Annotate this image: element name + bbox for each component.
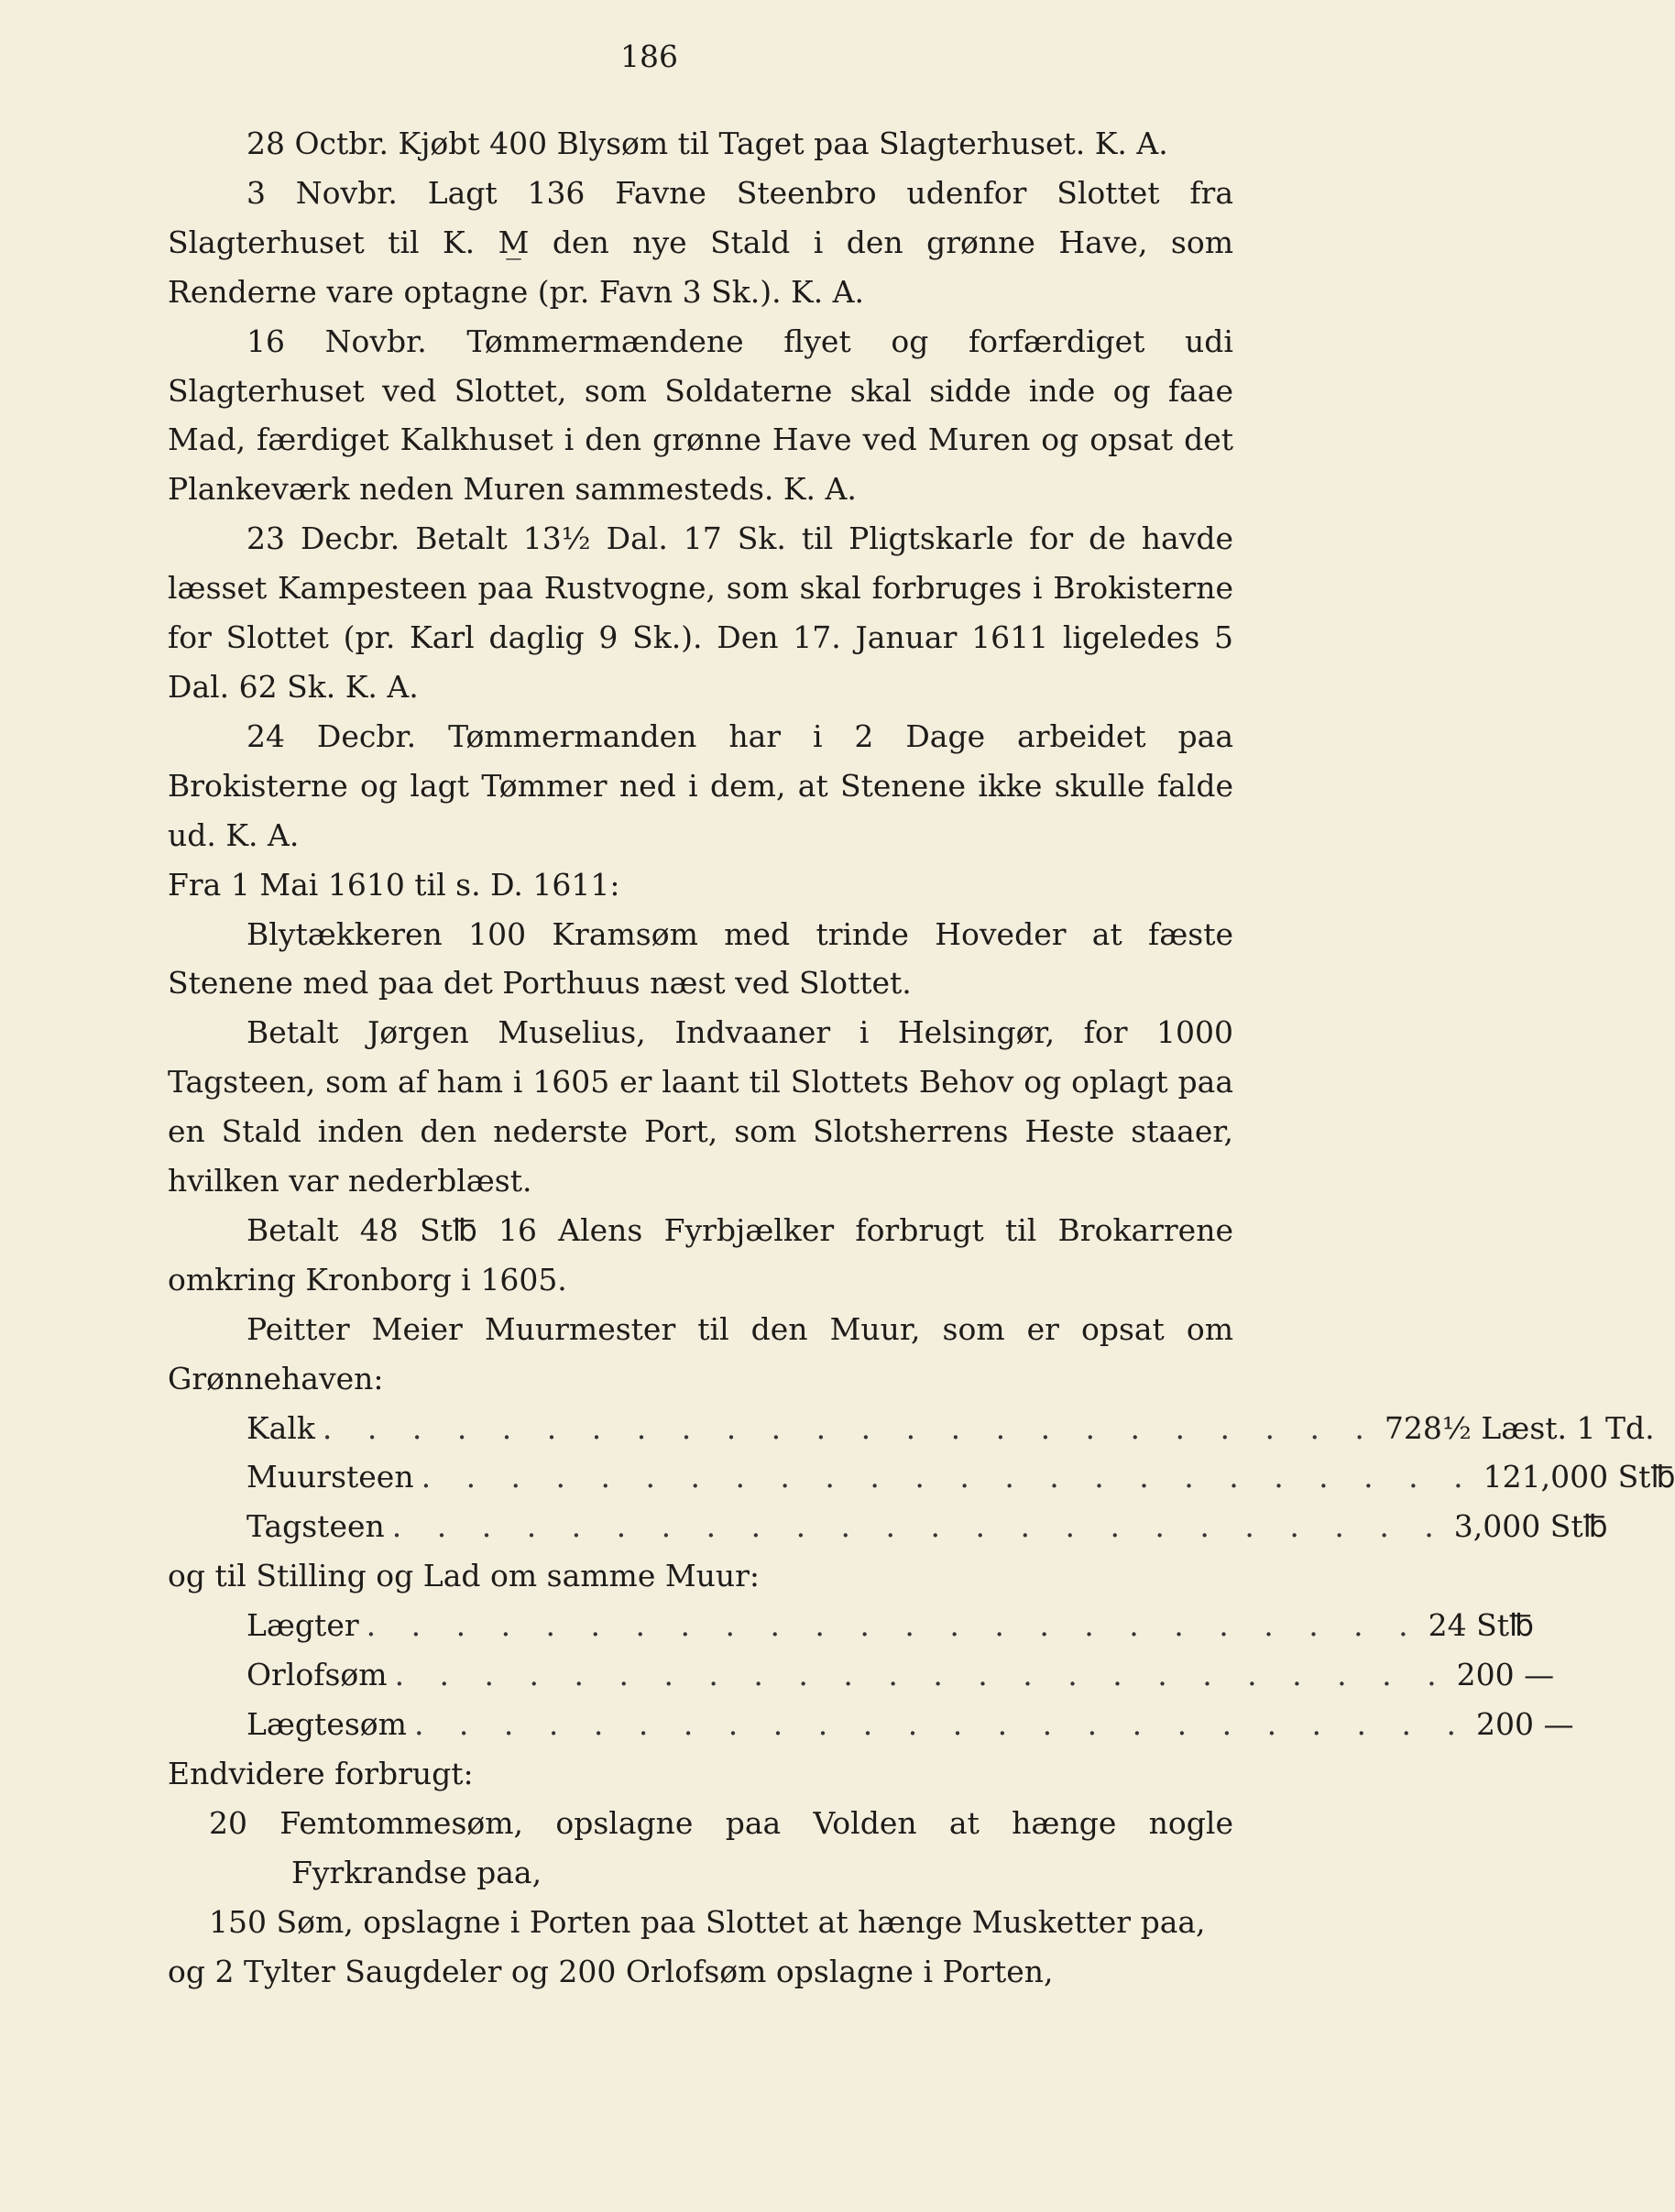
endvidere-item: 20 Femtommesøm, opslagne paa Volden at hænge nogle Fyrkrandse paa, <box>209 1804 1233 1890</box>
paragraph: Peitter Meier Muurmester til den Muur, som er opsat om Grønnehaven: <box>168 1310 1233 1396</box>
page-number: 186 <box>620 38 678 74</box>
stilling-heading: og til Stilling og Lad om samme Muur: <box>168 1558 761 1594</box>
material-value: 728½ Læst. 1 Td. <box>1384 1409 1655 1446</box>
entry-text: Lagt 136 Favne Steenbro udenfor Slottet fra Slagterhuset til K. M̲ den nye Stald i den grønne Have, som Renderne vare optagne (pr. Favn 3 Sk.). K. A. <box>168 174 1233 310</box>
entry-date: 24 Decbr. <box>246 717 417 754</box>
dot-leader: . . . . . . . . . . . . . . . . . . . . . . . . <box>394 1657 1450 1693</box>
entry-paragraph <box>168 119 1233 169</box>
entry-text: Tømmermanden har i 2 Dage arbeidet paa Brokisterne og lagt Tømmer ned i dem, at Stenene ikke skulle falde ud. K. A. <box>168 717 1233 853</box>
stilling-row <box>168 1700 1574 1749</box>
material-row <box>168 1502 1608 1551</box>
material-name: Muursteen <box>246 1459 414 1495</box>
dot-leader: . . . . . . . . . . . . . . . . . . . . . . . . <box>421 1459 1476 1495</box>
entry-date: 16 Novbr. <box>246 323 427 359</box>
entry-paragraph <box>168 317 1233 515</box>
endvidere-item: 150 Søm, opslagne i Porten paa Slottet at hænge Musketter paa, <box>209 1903 1206 1940</box>
dot-leader: . . . . . . . . . . . . . . . . . . . . . . . . <box>391 1508 1447 1545</box>
endvidere-item: og 2 Tylter Saugdeler og 200 Orlofsøm opslagne i Porten, <box>168 1953 1054 1989</box>
dot-leader: . . . . . . . . . . . . . . . . . . . . . . . . <box>366 1607 1421 1644</box>
paragraph: Blytækkeren 100 Kramsøm med trinde Hoveder at fæste Stenene med paa det Porthuus næst ved Slottet. <box>168 915 1233 1002</box>
endvidere-heading: Endvidere forbrugt: <box>168 1755 474 1791</box>
section-heading: Fra 1 Mai 1610 til s. D. 1611: <box>168 866 620 903</box>
entry-paragraph <box>168 712 1233 860</box>
entry-paragraph <box>168 169 1233 317</box>
stilling-row <box>168 1601 1534 1650</box>
page-text <box>168 119 1675 1996</box>
entry-paragraph <box>168 514 1233 712</box>
entry-text: Kjøbt 400 Blysøm til Taget paa Slagterhuset. K. A. <box>398 126 1168 161</box>
entry-date: 23 Decbr. <box>246 520 400 557</box>
paragraph: Betalt Jørgen Muselius, Indvaaner i Helsingør, for 1000 Tagsteen, som af ham i 1605 er laant til Slottets Behov og oplagt paa en Stald inden den nederste Port, som Slotsherrens Heste staaer, hvilken var nederblæst. <box>168 1014 1233 1199</box>
stilling-row <box>168 1650 1555 1700</box>
entry-text: Tømmermændene flyet og forfærdiget udi Slagterhuset ved Slottet, som Soldaterne skal sidde inde og faae Mad, færdiget Kalkhuset i den grønne Have ved Muren og opsat det Plankeværk neden Muren sammesteds. K. A. <box>168 323 1233 508</box>
stilling-value: 200 — <box>1456 1657 1555 1693</box>
dot-leader: . . . . . . . . . . . . . . . . . . . . . . . . <box>322 1409 1377 1446</box>
material-row <box>168 1404 1655 1453</box>
stilling-name: Lægter <box>246 1607 359 1644</box>
entry-date: 3 Novbr. <box>246 174 398 211</box>
stilling-name: Lægtesøm <box>246 1706 407 1742</box>
entry-date: 28 Octbr. <box>246 126 389 161</box>
material-name: Kalk <box>246 1409 315 1446</box>
material-value: 3,000 St℔ <box>1453 1508 1608 1545</box>
material-name: Tagsteen <box>246 1508 385 1545</box>
stilling-value: 200 — <box>1475 1706 1574 1742</box>
dot-leader: . . . . . . . . . . . . . . . . . . . . . . . . <box>413 1706 1469 1742</box>
entry-text: Betalt 13½ Dal. 17 Sk. til Pligtskarle for de havde læsset Kampesteen paa Rustvogne, som skal forbruges i Brokisterne for Slottet (pr. Karl daglig 9 Sk.). Den 17. Januar 1611 ligeledes 5 Dal. 62 Sk. K. A. <box>168 520 1233 705</box>
material-value: 121,000 St℔ <box>1483 1459 1675 1495</box>
material-row <box>168 1452 1675 1502</box>
stilling-name: Orlofsøm <box>246 1657 388 1693</box>
paragraph: Betalt 48 St℔ 16 Alens Fyrbjælker forbrugt til Brokarrene omkring Kronborg i 1605. <box>168 1211 1233 1298</box>
stilling-value: 24 St℔ <box>1428 1607 1534 1644</box>
